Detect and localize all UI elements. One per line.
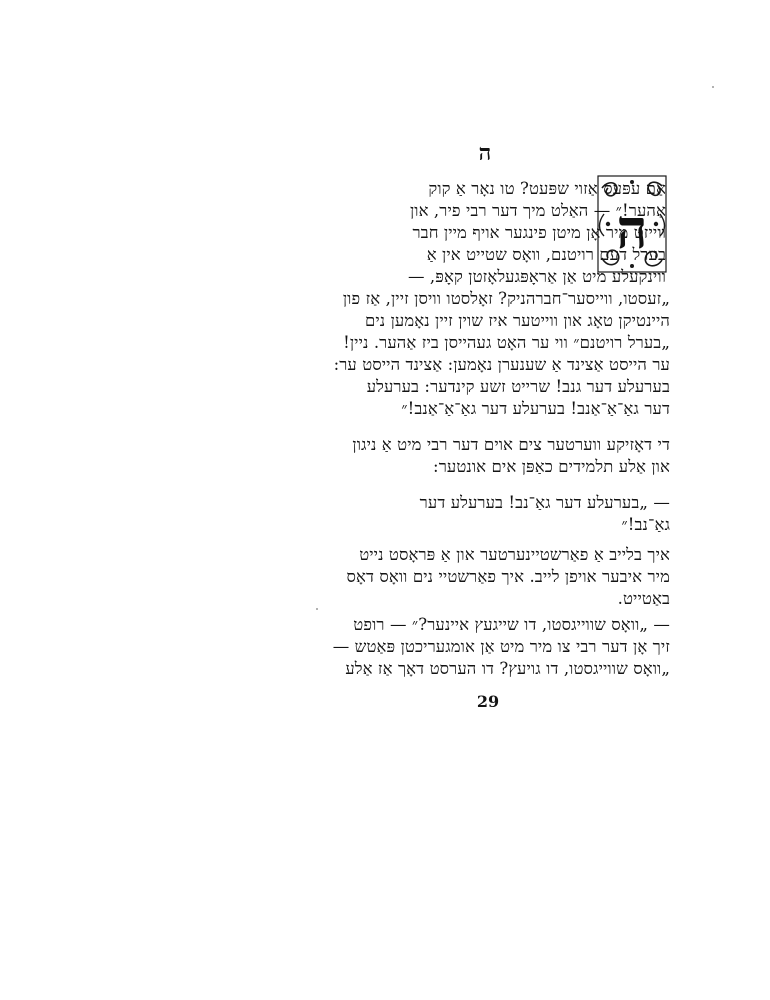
text-line: ער הייסט אַצינד אַ שענערן נאָמען: אַצינד הייסט ער: [333,355,670,374]
text-line: „וואָס שווייגסטו, דו גויעץ? דו הערסט דאָך אַז אַלע [345,659,670,678]
text-line: זיך אָן דער רבי צו מיר מיט אַן אומגעריכטן פּאַטש — [332,637,670,656]
chapter-letter: ה [478,140,492,166]
text-line: אַהער!״ — האַלט מיך דער רבי פיר, און [409,201,666,220]
paper-speck [712,86,714,88]
text-line: און אַלע תלמידים כאַפּן אים אונטער: [433,457,670,476]
text-line: בערעלע דער גנב! שרייט זשע קינדער: בערעלע [366,377,670,396]
text-line: „זעסטו, ווייסער־חברהניק? זאָלסטו וויסן זיין, אַז פון [342,289,670,308]
text-line: בערל דעם רויטנם, וואָס שטייט אין אַ [426,245,666,264]
text-line: ווייזט מיר אָן מיטן פינגער אויף מיין חבר [412,223,666,242]
drop-cap-letter: ה [616,197,648,261]
text-line: איך בלייב אַ פאַרשטיינערטער און אַ פּראָסט נייט [359,545,670,564]
text-line: אַם עפּעס אַזוי שפּעט? טו נאָר אַ קוק [428,179,666,198]
text-line: גאַ־נב!״ [621,515,670,534]
page-number: 29 [476,692,500,711]
text-line: — „בערעלע דער גאַ־נב! בערעלע דער [419,493,670,512]
text-line: די דאָזיקע ווערטער צים אוים דער רבי מיט אַ ניגון [352,435,670,454]
text-line: באַטייט. [617,589,670,608]
text-line: היינטיקן טאָג און ווייטער איז שוין זיין נאָמען נים [364,311,670,330]
text-line: — „וואָס שווייגסטו, דו שייגעץ איינער?״ — רופט [353,615,670,634]
text-line: מיר איבער אויפן לייב. איך פאַרשטיי נים וואָס דאָס [346,567,670,586]
text-line: „בערל רויטנם״ ווי ער האָט געהייסן ביז אַהער. ניין! [343,333,670,352]
text-line: ווינקעלע מיט אַן אַראָפּגעלאָזטן קאָפּ, — [407,267,666,286]
text-line: דער גאַ־אַ־אַנב! בערעלע דער גאַ־אַ־אַנב!״ [401,399,670,418]
